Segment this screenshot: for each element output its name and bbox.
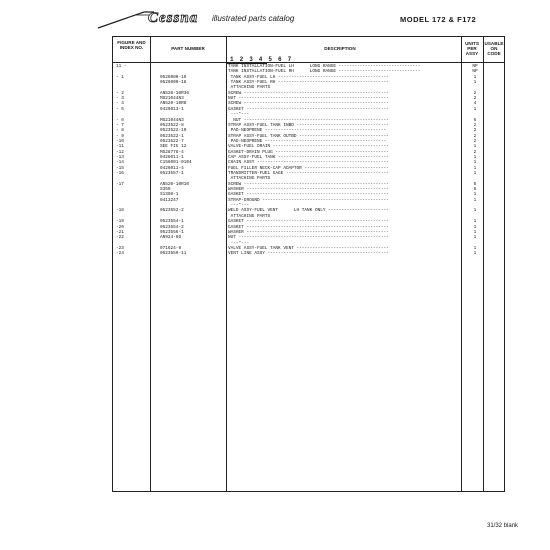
description-cell: WASHER ------------------------------------------------------ [228,187,389,193]
description-cell: GASKET ------------------------------------------------------ [228,106,389,112]
description-cell: SCREW ------------------------------------------------------- [228,90,389,96]
description-cell: STRAP ASSY-FUEL TANK INBD ----------------------------------- [228,122,389,128]
part-number-cell: 0523522-10 [160,128,187,134]
description-cell: FUEL FILLER NECK-CAP ADAPTOR -------------------------------- [228,165,389,171]
header-description: DESCRIPTION [324,46,356,51]
description-cell: SCREW ------------------------------------------------------- [228,101,389,107]
header-units-per-assy: UNITS PER ASSY [465,41,479,56]
description-cell: NUT --------------------------------------------------------- [228,235,389,241]
part-number-cell: 0413247 [160,197,179,203]
cessna-logo-swoosh [96,6,156,30]
part-number-cell: MS21044N3 [160,96,184,102]
description-cell: VALVE ASSY-FUEL TANK VENT ----------------------------------- [228,245,389,251]
header-usable-on-code: USABLE ON CODE [484,41,504,56]
units-cell: 2 [473,128,477,134]
figure-index-cell: -10 [116,138,124,144]
part-number-cell: AN520-10R36 [160,90,189,96]
units-cell: 1 [473,208,477,214]
figure-index-cell: - 8 [116,128,124,134]
figure-index-cell: -17 [116,181,124,187]
units-cell: 1 [473,80,477,86]
description-cell: WASHER ------------------------------------------------------ [228,229,389,235]
part-number-cell: 071624-9 [160,245,182,251]
units-cell: NP [472,69,478,75]
units-cell: 1 [473,106,477,112]
part-number-cell: AN924-6D [160,235,182,241]
description-cell: ---*--- [228,240,250,246]
figure-index-cell: -16 [116,171,124,176]
description-cell: SCREW ------------------------------------------------------- [228,181,389,187]
units-cell: 1 [473,165,477,171]
header-part-number: PART NUMBER [171,46,205,51]
part-number-cell: S1308-1 [160,192,179,198]
units-cell: 4 [473,101,477,107]
description-cell: ATTACHING PARTS [228,176,271,182]
model-title: MODEL 172 & F172 [400,15,477,24]
units-cell: 2 [473,149,477,155]
figure-index-cell: -22 [116,235,124,241]
description-cell: TANK INSTALLATION-FUEL RH LONG RANGE ------------------------------- [228,69,421,75]
part-number-cell: 0523522-8 [160,122,184,128]
description-cell: WELD ASSY-FUEL VENT LH TANK ONLY ----------------------- [228,208,389,214]
units-cell: 1 [473,160,477,166]
description-cell: GASKET-DRAIN PLUG ------------------------------------------- [228,149,389,155]
part-number-cell: 0523554-1 [160,219,184,225]
units-cell: 1 [473,235,477,241]
figure-index-cell: -19 [116,219,124,225]
figure-index-cell: 11 - [116,64,127,69]
part-number-cell: MS21044N3 [160,117,184,123]
figure-index-cell: -12 [116,149,124,155]
part-number-cell: 0523522-1 [160,133,184,139]
description-cell: PAD-NEOPRENE ---------------------------------------------- [228,128,387,134]
description-cell: STRAP ASSY-FUEL TANK OUTBD ---------------------------------- [228,133,389,139]
units-cell: 6 [473,117,477,123]
part-number-cell: 0526000-18 [160,80,187,86]
header-figure-index: FIGURE AND INDEX NO. [117,40,146,50]
indent-level-digits: 1 2 3 4 5 6 7 [230,56,293,63]
figure-index-cell: - 5 [116,106,124,112]
brand-logo: Cessna [148,10,199,26]
part-number-cell: SEE FIG 12 [160,144,187,150]
part-number-cell: AN520-10R8 [160,101,187,107]
figure-index-cell: - 2 [116,90,124,96]
description-cell: ATTACHING PARTS [228,213,271,219]
description-cell: STRAP-GROUND ------------------------------------------------ [228,197,389,203]
figure-index-cell: -11 [116,144,124,150]
figure-index-cell: -13 [116,154,124,160]
part-number-cell: 0426011-4 [160,165,184,171]
description-cell: CHAIN ASSY -------------------------------------------------- [228,160,389,166]
units-cell: 1 [473,245,477,251]
part-number-cell: 0523559-11 [160,251,187,257]
units-cell: 1 [473,197,477,203]
description-cell: GASKET ------------------------------------------------------ [228,192,389,198]
units-cell: 1 [473,192,477,198]
units-cell: 5 [473,187,477,193]
figure-index-cell: -20 [116,224,124,230]
part-number-cell: 0426013-1 [160,106,184,112]
description-cell: ---*--- [228,203,250,209]
part-number-cell: 0426011-1 [160,154,184,160]
header-rule [112,62,505,63]
description-cell: TANK ASSY-FUEL RH ------------------------------------------ [228,80,389,86]
part-number-cell: C156001-0104 [160,160,192,166]
description-cell: TANK INSTALLATION-FUEL LH LONG RANGE ------------------------------- [228,64,421,69]
figure-index-cell: -18 [116,208,124,214]
units-cell: 2 [473,96,477,102]
units-cell: 1 [473,171,477,176]
part-number-cell: S350 [160,187,171,193]
units-cell: 1 [473,144,477,150]
description-cell: VALVE-FUEL DRAIN -------------------------------------------- [228,144,389,150]
catalog-subtitle: illustrated parts catalog [212,14,295,23]
page-number: 31/32 blank [487,523,519,529]
description-cell: CAP ASSY-FUEL TANK ------------------------------------------ [228,154,389,160]
description-cell: GASKET ------------------------------------------------------ [228,224,389,230]
description-cell: GASKET ------------------------------------------------------ [228,219,389,225]
part-number-cell: 0526000-19 [160,74,187,80]
description-cell: ATTACHING PARTS [228,85,271,91]
units-cell: 1 [473,229,477,235]
units-cell: NP [472,64,478,69]
figure-index-cell: - 6 [116,117,124,123]
part-number-cell: AN520-10R10 [160,181,189,187]
description-cell: NUT ------------------------------------------------------- [228,117,389,123]
part-number-cell: 0523552-2 [160,208,184,214]
units-cell: 1 [473,154,477,160]
description-cell: TANK ASSY-FUEL LH ------------------------------------------ [228,74,389,80]
figure-index-cell: - 7 [116,122,124,128]
units-cell: 1 [473,251,477,257]
units-cell: 2 [473,138,477,144]
figure-index-cell: - 9 [116,133,124,139]
units-cell: 1 [473,219,477,225]
part-number-cell: 0523522-7 [160,138,184,144]
part-number-cell: 0523554-2 [160,224,184,230]
part-number-cell: MS28778-4 [160,149,184,155]
units-cell: 1 [473,224,477,230]
figure-index-cell: -23 [116,245,124,251]
table-row [0,251,550,256]
units-cell: 2 [473,90,477,96]
units-cell: 2 [473,122,477,128]
figure-index-cell: - 4 [116,101,124,107]
figure-index-cell: -21 [116,229,124,235]
figure-index-cell: -15 [116,165,124,171]
description-cell: PAD-NEOPRENE ---------------------------------------------- [228,138,387,144]
units-cell: 1 [473,74,477,80]
description-cell: NUT --------------------------------------------------------- [228,96,389,102]
figure-index-cell: - 3 [116,96,124,102]
figure-index-cell: -14 [116,160,124,166]
description-cell: TRANSMITTER-FUEL GAGE --------------------------------------- [228,171,389,176]
figure-index-cell: -24 [116,251,124,257]
units-cell: 5 [473,181,477,187]
part-number-cell: 0523557-1 [160,171,184,176]
figure-index-cell: - 1 [116,74,124,80]
description-cell: VENT LINE ASSY ---------------------------------------------- [228,251,389,257]
units-cell: 2 [473,133,477,139]
description-cell: ---*--- [228,112,250,118]
part-number-cell: 0523556-1 [160,229,184,235]
